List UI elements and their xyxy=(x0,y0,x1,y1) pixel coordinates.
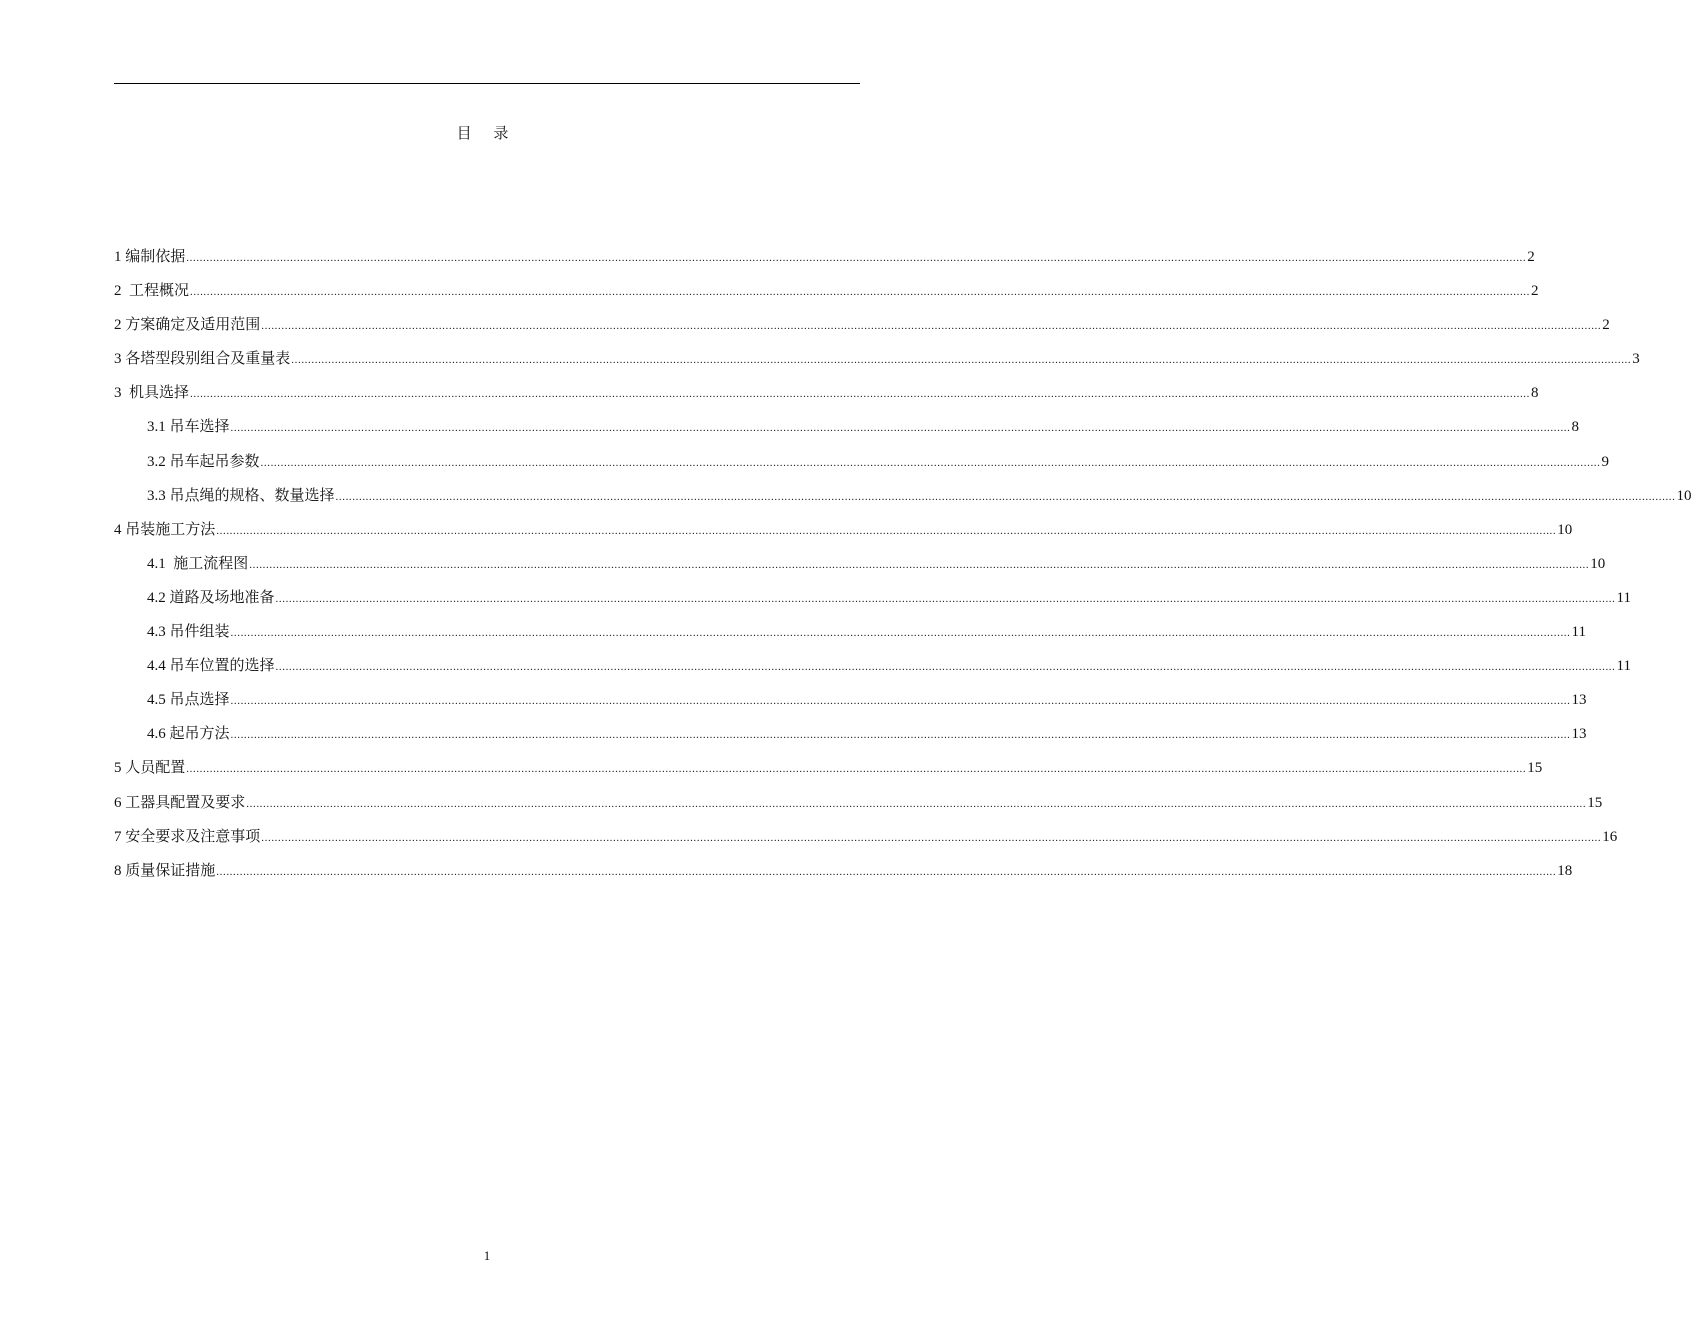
toc-entry[interactable] xyxy=(114,826,1618,860)
dot-leader: ................................................................................................................................................................................................................................................................................................................................................................................................................ xyxy=(216,524,1557,537)
toc-entry-label: 2 方案确定及适用范围 xyxy=(114,317,261,334)
toc-entry-label: 3.1 吊车选择 xyxy=(147,419,230,436)
dot-leader: ................................................................................................................................................................................................................................................................................................................................................................................................................ xyxy=(216,865,1557,878)
toc-entry-page: 8 xyxy=(1571,419,1580,436)
toc-entry[interactable] xyxy=(114,655,1631,689)
toc-entry[interactable] xyxy=(114,246,1535,280)
toc-entry[interactable] xyxy=(114,382,1539,416)
toc-entry[interactable] xyxy=(114,792,1603,826)
toc-entry-page: 3 xyxy=(1632,351,1640,368)
toc-title: 目 录 xyxy=(456,126,518,142)
toc-entry-label: 3.2 吊车起吊参数 xyxy=(147,453,260,470)
dot-leader: ................................................................................................................................................................................................................................................................................................................................................................................................................ xyxy=(260,456,1601,469)
toc-entry-page: 10 xyxy=(1557,521,1573,538)
toc-entry[interactable] xyxy=(114,485,1692,519)
toc-entry-label: 5 人员配置 xyxy=(114,760,186,777)
toc-entry[interactable] xyxy=(114,348,1640,382)
toc-entry[interactable] xyxy=(114,757,1543,791)
toc-entry-page: 18 xyxy=(1557,862,1573,879)
toc-entry-page: 8 xyxy=(1531,385,1539,402)
toc-entry[interactable] xyxy=(114,314,1610,348)
toc-entry-label: 3 各塔型段别组合及重量表 xyxy=(114,351,291,368)
toc-entry-label: 4.3 吊件组装 xyxy=(147,624,230,641)
dot-leader: ................................................................................................................................................................................................................................................................................................................................................................................................................ xyxy=(275,661,1616,674)
dot-leader: ................................................................................................................................................................................................................................................................................................................................................................................................................ xyxy=(230,627,1571,640)
toc-entry-label: 4.2 道路及场地准备 xyxy=(147,589,275,606)
dot-leader: ................................................................................................................................................................................................................................................................................................................................................................................................................ xyxy=(249,558,1590,571)
toc-entry[interactable] xyxy=(114,860,1573,894)
toc-entry-page: 2 xyxy=(1531,283,1539,300)
toc-entry-page: 15 xyxy=(1587,794,1603,811)
dot-leader: ................................................................................................................................................................................................................................................................................................................................................................................................................ xyxy=(186,252,1527,264)
toc-entry-label: 4 吊装施工方法 xyxy=(114,521,216,538)
toc-entry-page: 2 xyxy=(1527,249,1535,265)
dot-leader: ................................................................................................................................................................................................................................................................................................................................................................................................................ xyxy=(261,831,1602,844)
dot-leader: ................................................................................................................................................................................................................................................................................................................................................................................................................ xyxy=(190,286,1531,299)
toc-entry-label: 3.3 吊点绳的规格、数量选择 xyxy=(147,487,335,504)
toc-entry-page: 10 xyxy=(1590,555,1606,572)
toc-entry[interactable] xyxy=(114,416,1580,450)
dot-leader: ................................................................................................................................................................................................................................................................................................................................................................................................................ xyxy=(275,592,1616,605)
toc-entry[interactable] xyxy=(114,280,1539,314)
toc-entry-page: 15 xyxy=(1527,760,1543,777)
toc-entry-page: 10 xyxy=(1676,487,1692,504)
toc-entry-label: 6 工器具配置及要求 xyxy=(114,794,246,811)
toc-entry-label: 4.6 起吊方法 xyxy=(147,726,230,743)
toc-entry-label: 4.5 吊点选择 xyxy=(147,692,230,709)
toc-entry[interactable] xyxy=(114,723,1587,757)
dot-leader: ................................................................................................................................................................................................................................................................................................................................................................................................................ xyxy=(230,695,1571,708)
toc-entry-label: 3 机具选择 xyxy=(114,385,190,402)
toc-entry-page: 9 xyxy=(1601,453,1610,470)
toc-entry-label: 4.1 施工流程图 xyxy=(147,555,249,572)
dot-leader: ................................................................................................................................................................................................................................................................................................................................................................................................................ xyxy=(190,388,1531,401)
toc-entry[interactable] xyxy=(114,451,1610,485)
toc-entry-page: 13 xyxy=(1571,726,1587,743)
dot-leader: ................................................................................................................................................................................................................................................................................................................................................................................................................ xyxy=(246,797,1587,810)
toc-entry-page: 13 xyxy=(1571,692,1587,709)
toc-entry-page: 11 xyxy=(1571,624,1586,641)
toc-entry[interactable] xyxy=(114,621,1586,655)
toc-entry-label: 7 安全要求及注意事项 xyxy=(114,828,261,845)
page-number: 1 xyxy=(483,1248,491,1263)
header-rule xyxy=(114,83,860,84)
dot-leader: ................................................................................................................................................................................................................................................................................................................................................................................................................ xyxy=(230,422,1571,435)
toc-entry[interactable] xyxy=(114,587,1631,621)
dot-leader: ................................................................................................................................................................................................................................................................................................................................................................................................................ xyxy=(261,320,1602,333)
toc-entry-page: 16 xyxy=(1602,828,1618,845)
dot-leader: ................................................................................................................................................................................................................................................................................................................................................................................................................ xyxy=(291,354,1632,367)
toc-entry-label: 4.4 吊车位置的选择 xyxy=(147,658,275,675)
table-of-contents xyxy=(114,246,1692,894)
toc-entry-page: 11 xyxy=(1616,658,1631,675)
dot-leader: ................................................................................................................................................................................................................................................................................................................................................................................................................ xyxy=(186,763,1527,776)
dot-leader: ................................................................................................................................................................................................................................................................................................................................................................................................................ xyxy=(230,729,1571,742)
toc-entry[interactable] xyxy=(114,519,1573,553)
toc-entry[interactable] xyxy=(114,553,1606,587)
toc-entry-page: 2 xyxy=(1602,317,1610,334)
toc-entry[interactable] xyxy=(114,689,1587,723)
toc-entry-label: 1 编制依据 xyxy=(114,249,186,265)
dot-leader: ................................................................................................................................................................................................................................................................................................................................................................................................................ xyxy=(335,490,1676,503)
toc-entry-page: 11 xyxy=(1616,589,1631,606)
toc-entry-label: 8 质量保证措施 xyxy=(114,862,216,879)
toc-entry-label: 2 工程概况 xyxy=(114,283,190,300)
